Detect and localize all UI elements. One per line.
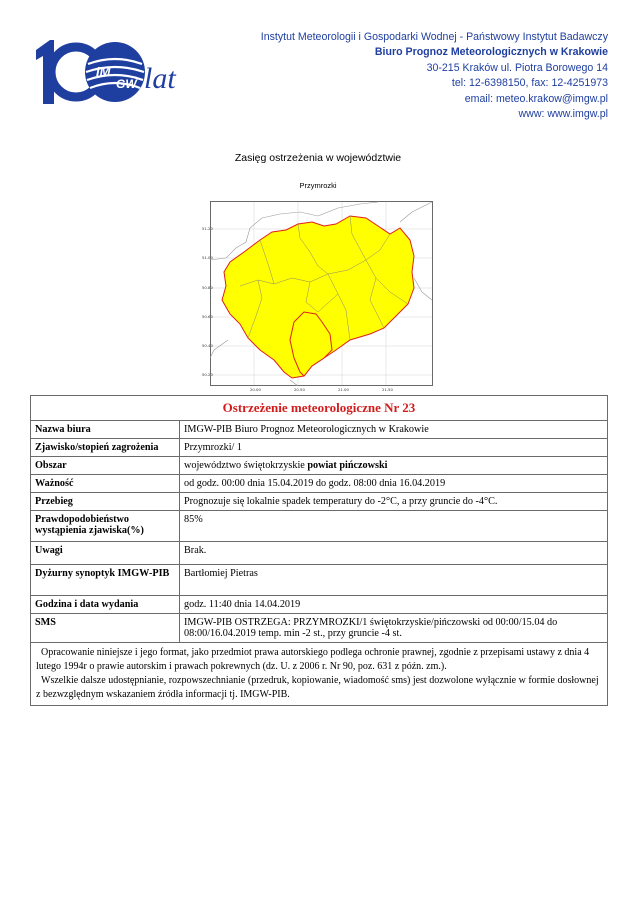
svg-text:lat: lat [144,62,176,95]
table-row [31,596,608,614]
imgw-100-logo [30,36,190,108]
warning-table [30,395,608,706]
map-title: Przymrozki [299,181,337,190]
table-row [31,614,608,643]
row-value: 85% [180,511,608,542]
office-name: Biuro Prognoz Meteorologicznych w Krakowie [374,46,608,59]
table-row [31,565,608,596]
table-row [31,542,608,565]
area-powiat: powiat pińczowski [307,460,388,471]
table-row [31,493,608,511]
phone-fax: tel: 12-6398150, fax: 12-4251973 [451,77,608,90]
y-tick-label: 51.20 [202,226,213,231]
row-value: IMGW-PIB OSTRZEGA: PRZYMROZKI/1 świętokrzyskie/pińczowski od 00:00/15.04 do 08:00/16.04.2019 temp. min -2 st., przy gruncie -4 st. [180,614,608,643]
area-voivodeship: województwo świętokrzyskie [184,460,305,471]
table-row [31,457,608,475]
y-tick-label: 50.60 [202,314,213,319]
row-label: Dyżurny synoptyk IMGW-PIB [31,565,180,596]
svg-text:GW: GW [116,77,137,91]
table-row [31,511,608,542]
map-heading: Zasięg ostrzeżenia w województwie [234,152,402,164]
row-value: Brak. [180,542,608,565]
region-map [200,200,436,394]
institute-info [261,30,608,122]
x-tick-label: 20.50 [294,387,305,392]
row-label: Prawdopodobieństwo wystąpienia zjawiska(%) [31,511,180,542]
row-value [180,457,608,475]
y-tick-label: 50.80 [202,285,213,290]
row-label: SMS [31,614,180,643]
row-value: IMGW-PIB Biuro Prognoz Meteorologicznych w Krakowie [180,421,608,439]
svg-text:IM: IM [96,64,111,79]
table-row [31,475,608,493]
row-value: od godz. 00:00 dnia 15.04.2019 do godz. 08:00 dnia 16.04.2019 [180,475,608,493]
y-tick-label: 50.40 [202,343,213,348]
institute-name: Instytut Meteorologii i Gospodarki Wodnej - Państwowy Instytut Badawczy [260,31,608,43]
y-tick-label: 51.00 [202,255,213,260]
table-row [31,421,608,439]
copyright-notice [31,643,608,706]
x-tick-label: 20.00 [250,387,261,392]
warning-title: Ostrzeżenie meteorologiczne Nr 23 [31,396,608,421]
email[interactable]: email: meteo.krakow@imgw.pl [464,92,608,105]
row-label: Uwagi [31,542,180,565]
x-tick-label: 21.00 [338,387,349,392]
table-row [31,439,608,457]
row-label: Obszar [31,457,180,475]
x-tick-label: 21.50 [382,387,393,392]
row-label: Zjawisko/stopień zagrożenia [31,439,180,457]
row-value: Prognozuje się lokalnie spadek temperatury do -2°C, a przy gruncie do -4°C. [180,493,608,511]
row-label: Ważność [31,475,180,493]
row-label: Nazwa biura [31,421,180,439]
row-value: Przymrozki/ 1 [180,439,608,457]
row-label: Przebieg [31,493,180,511]
row-label: Godzina i data wydania [31,596,180,614]
row-value: Bartłomiej Pietras [180,565,608,596]
row-value: godz. 11:40 dnia 14.04.2019 [180,596,608,614]
copyright-paragraph: Opracowanie niniejsze i jego format, jako przedmiot prawa autorskiego podlega ochronie prawnej, zgodnie z przepisami ustawy z dnia 4 lutego 1994r o prawie autorskim i prawach pokrewnych (dz. U. z 2006 r. Nr 90, poz. 631 z późn. zm.). [36,647,590,672]
website[interactable]: www: www.imgw.pl [518,108,608,121]
warning-map [200,178,436,394]
redistribution-paragraph: Wszelkie dalsze udostępnianie, rozpowszechnianie (przedruk, kopiowanie, wiadomość sms) jest dozwolone wyłącznie w formie dosłownej z bezwzględnym wskazaniem źródła informacji tj. IMGW-PIB. [36,675,599,700]
y-tick-label: 50.20 [202,372,213,377]
address: 30-215 Kraków ul. Piotra Borowego 14 [426,61,608,74]
